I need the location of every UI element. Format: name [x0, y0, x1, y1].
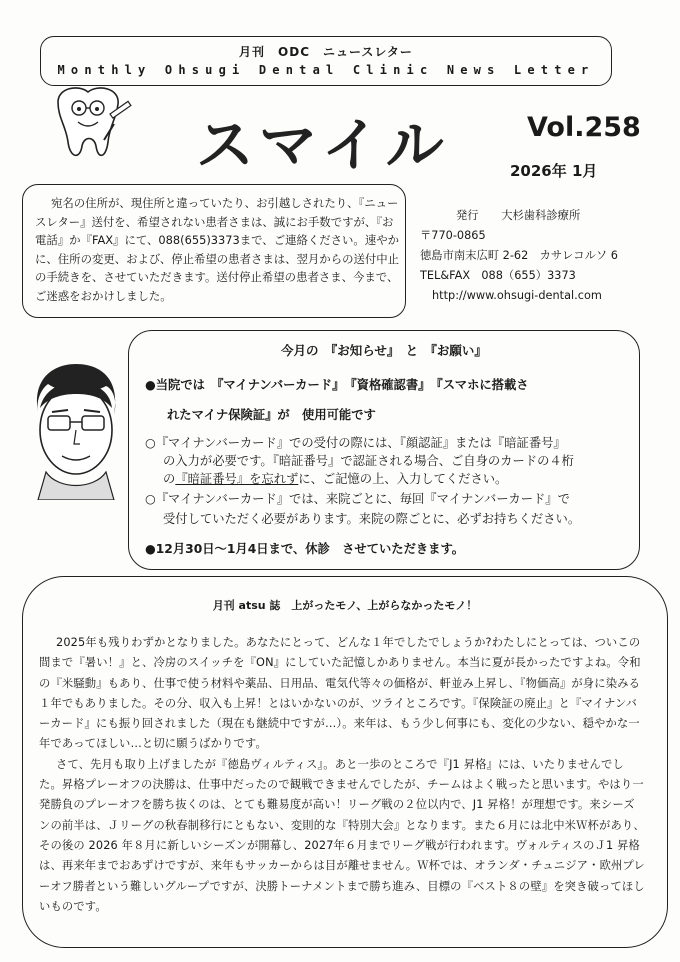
publisher-issuer: 発行 大杉歯科診療所 [456, 209, 581, 222]
announcements-title: 今月の 『お知らせ』 と 『お願い』 [281, 343, 487, 358]
announcement-item: ●当院では 『マイナンバーカード』 『資格確認書』 『スマホに搭載さ [145, 378, 529, 392]
announcements-box [128, 330, 640, 570]
announcement-item: ○『マイナンバーカード』では、来院ごとに、毎回『マイナンバーカード』で [145, 492, 570, 506]
underlined-text: 『暗証番号』を忘れず [175, 472, 299, 486]
holiday-announcement: ●12月30日～1月4日まで、休診 させていただきます。 [145, 542, 465, 556]
announcement-item-cont [163, 469, 507, 487]
article-box [22, 576, 668, 948]
article-body [39, 633, 645, 917]
publisher-info [420, 206, 618, 306]
announcement-item-cont: れたマイナ保険証』が 使用可能です [167, 408, 376, 422]
issue-date: 2026年 1月 [510, 162, 598, 180]
announcement-item-cont: の入力が必要です。『暗証番号』で認証される場合、ご自身のカードの４桁 [163, 454, 574, 468]
article-paragraph: さて、先月も取り上げましたが『徳島ヴィルティス』。あと一歩のところで『J1 昇格』には、いたりませんでした。昇格プレーオフの決勝は、仕事中だったので観戦できませんでしたが、チームはよく戦ったと思います。やはり一発勝負のプレーオフを勝ち抜くのは、とても難易度が高い！リーグ戦の２位以内で、J1 昇格！が理想です。来シーズンの前半は、Ｊリーグの秋春制移行にともない、変則的な『特別大会』となります。また６月には北中米Ｗ杯があり、その後の 2026 年８月に新しいシーズンが開幕し、2027年６月までリーグ戦が行われます。ヴォルティスのＪ1 昇格は、再来年までおあずけですが、来年もサッカーからは目が離せません。Ｗ杯では、オランダ・チュニジア・欧州プレーオフ勝者という難しいグループですが、決勝トーナメントまで勝ち進み、目標の『ベスト８の壁』を突き破ってほしいものです。 [39, 757, 645, 913]
newsletter-title: スマイル [196, 111, 450, 179]
announcement-item: ○『マイナンバーカード』での受付の際には、『顔認証』または『暗証番号』 [145, 436, 566, 450]
address-notice-text: 宛名の住所が、現住所と違っていたり、お引越しされたり、『ニュースレター』送付を、希望されない患者さまは、誠にお手数ですが、『お電話』か『FAX』にて、088(655)3373まで、ご連絡ください。速やかに、住所の変更、および、停止希望の患者さまは、翌月からの送付中止の手続きを、させていただきます。送付停止希望の患者さま、今まで、ご迷惑をおかけしました。 [35, 196, 400, 303]
publisher-postal-code: 〒770-0865 [420, 229, 486, 242]
article-paragraph: 2025年も残りわずかとなりました。あなたにとって、どんな１年でしたでしょうか?わたしにとっては、ついこの間まで『暑い！』と、冷房のスイッチを『ON』にしていた記憶しかありません。本当に夏が長かったですよね。令和の『米騒動』もあり、仕事で使う材料や薬品、日用品、電気代等々の価格が、軒並み上昇し、『物価高』が身に染みる１年でもありました。その分、収入も上昇！とはいかないのが、ツライところです。『保険証の廃止』と『マイナンバーカード』にも振り回されました（現在も継続中ですが…）。来年は、もう少し何事にも、変化の少ない、穏やかな一年であってほしい…と切に願うばかりです。 [39, 636, 641, 751]
volume-number: Vol.258 [527, 112, 641, 143]
header-en-title: Monthly Ohsugi Dental Clinic News Letter [57, 63, 595, 77]
publisher-url[interactable]: http://www.ohsugi-dental.com [432, 289, 602, 302]
announcement-item-cont: 受付していただく必要があります。来院の際ごとに、必ずお持ちください。 [163, 512, 581, 526]
tooth-mascot-icon [44, 84, 136, 164]
doctor-portrait-icon [22, 360, 130, 500]
publisher-phone: TEL&FAX 088（655）3373 [420, 269, 576, 282]
header-jp-title: 月刊 ODC ニュースレター [239, 45, 413, 59]
newsletter-header [40, 36, 612, 86]
address-notice-box [22, 184, 406, 318]
text-fragment: の [163, 472, 176, 486]
publisher-address: 徳島市南末広町 2-62 カサレコルソ 6 [420, 249, 618, 262]
text-fragment: に、ご記憶の上、入力してください。 [298, 472, 508, 486]
article-title: 月刊 atsu 誌 上がったモノ、上がらなかったモノ！ [212, 599, 478, 612]
